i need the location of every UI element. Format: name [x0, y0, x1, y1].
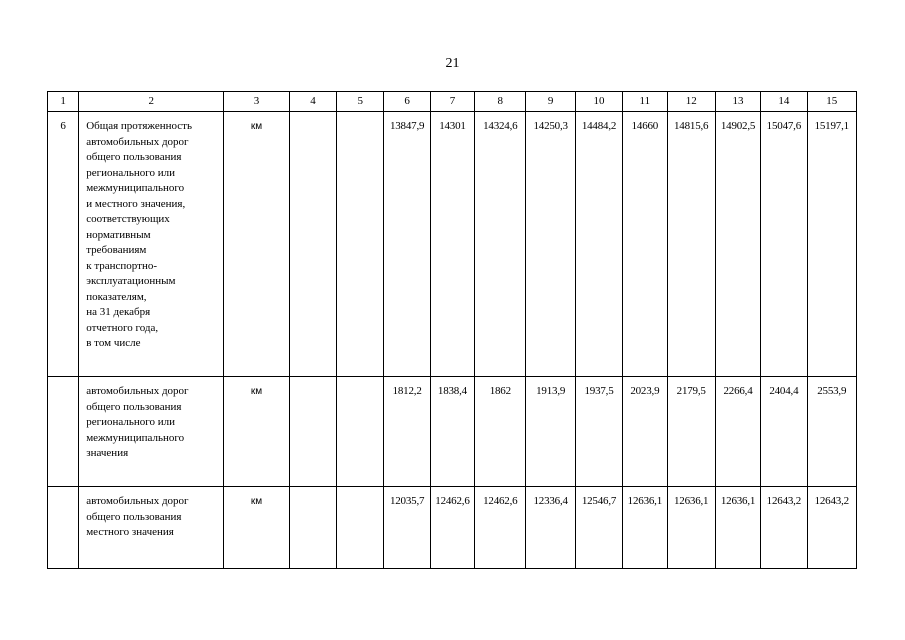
value-cell: 15197,1: [807, 112, 856, 377]
value-cell: 14250,3: [526, 112, 575, 377]
value-cell: 2553,9: [807, 377, 856, 487]
indicator-name: автомобильных дорог общего пользования регионального или межмуниципального значения: [79, 377, 224, 487]
empty-cell: [289, 377, 336, 487]
header-cell: 9: [526, 92, 575, 112]
value-cell: 14660: [623, 112, 667, 377]
value-cell: 13847,9: [384, 112, 430, 377]
row-index: [48, 377, 79, 487]
value-cell: 14301: [430, 112, 474, 377]
header-cell: 13: [715, 92, 760, 112]
value-cell: 15047,6: [761, 112, 807, 377]
header-cell: 15: [807, 92, 856, 112]
header-cell: 1: [48, 92, 79, 112]
value-cell: 14484,2: [575, 112, 622, 377]
unit-cell: км: [224, 487, 289, 569]
table-row: [48, 377, 857, 487]
page-number: 21: [445, 56, 460, 71]
value-cell: 2404,4: [761, 377, 807, 487]
value-cell: 12035,7: [384, 487, 430, 569]
header-cell: 7: [430, 92, 474, 112]
empty-cell: [337, 112, 384, 377]
empty-cell: [289, 487, 336, 569]
header-cell: 3: [224, 92, 289, 112]
header-cell: 2: [79, 92, 224, 112]
indicator-name: Общая протяженность автомобильных дорог общего пользования регионального или межмуниципального и местного значения, соответствующих нормативным требованиям к транспортно- эксплуатационным показателям, на 31 декабря отчетного года, в том числе: [79, 112, 224, 377]
value-cell: 12636,1: [623, 487, 667, 569]
unit-cell: км: [224, 377, 289, 487]
header-cell: 12: [667, 92, 715, 112]
value-cell: 2266,4: [715, 377, 760, 487]
table-row: [48, 487, 857, 569]
row-index: [48, 487, 79, 569]
table-row: [48, 112, 857, 377]
header-cell: 11: [623, 92, 667, 112]
value-cell: 1913,9: [526, 377, 575, 487]
empty-cell: [337, 377, 384, 487]
value-cell: 12636,1: [667, 487, 715, 569]
value-cell: 12462,6: [430, 487, 474, 569]
unit-cell: км: [224, 112, 289, 377]
empty-cell: [337, 487, 384, 569]
value-cell: 2023,9: [623, 377, 667, 487]
value-cell: 12336,4: [526, 487, 575, 569]
indicator-name: автомобильных дорог общего пользования местного значения: [79, 487, 224, 569]
row-index: 6: [48, 112, 79, 377]
value-cell: 12546,7: [575, 487, 622, 569]
value-cell: 1812,2: [384, 377, 430, 487]
value-cell: 1937,5: [575, 377, 622, 487]
value-cell: 14324,6: [475, 112, 526, 377]
data-table: [47, 91, 857, 569]
value-cell: 12462,6: [475, 487, 526, 569]
table-header-row: [48, 92, 857, 112]
header-cell: 4: [289, 92, 336, 112]
header-cell: 5: [337, 92, 384, 112]
value-cell: 1838,4: [430, 377, 474, 487]
header-cell: 10: [575, 92, 622, 112]
empty-cell: [289, 112, 336, 377]
header-cell: 8: [475, 92, 526, 112]
header-cell: 14: [761, 92, 807, 112]
value-cell: 12636,1: [715, 487, 760, 569]
header-cell: 6: [384, 92, 430, 112]
value-cell: 12643,2: [807, 487, 856, 569]
value-cell: 14815,6: [667, 112, 715, 377]
value-cell: 14902,5: [715, 112, 760, 377]
value-cell: 2179,5: [667, 377, 715, 487]
value-cell: 12643,2: [761, 487, 807, 569]
value-cell: 1862: [475, 377, 526, 487]
